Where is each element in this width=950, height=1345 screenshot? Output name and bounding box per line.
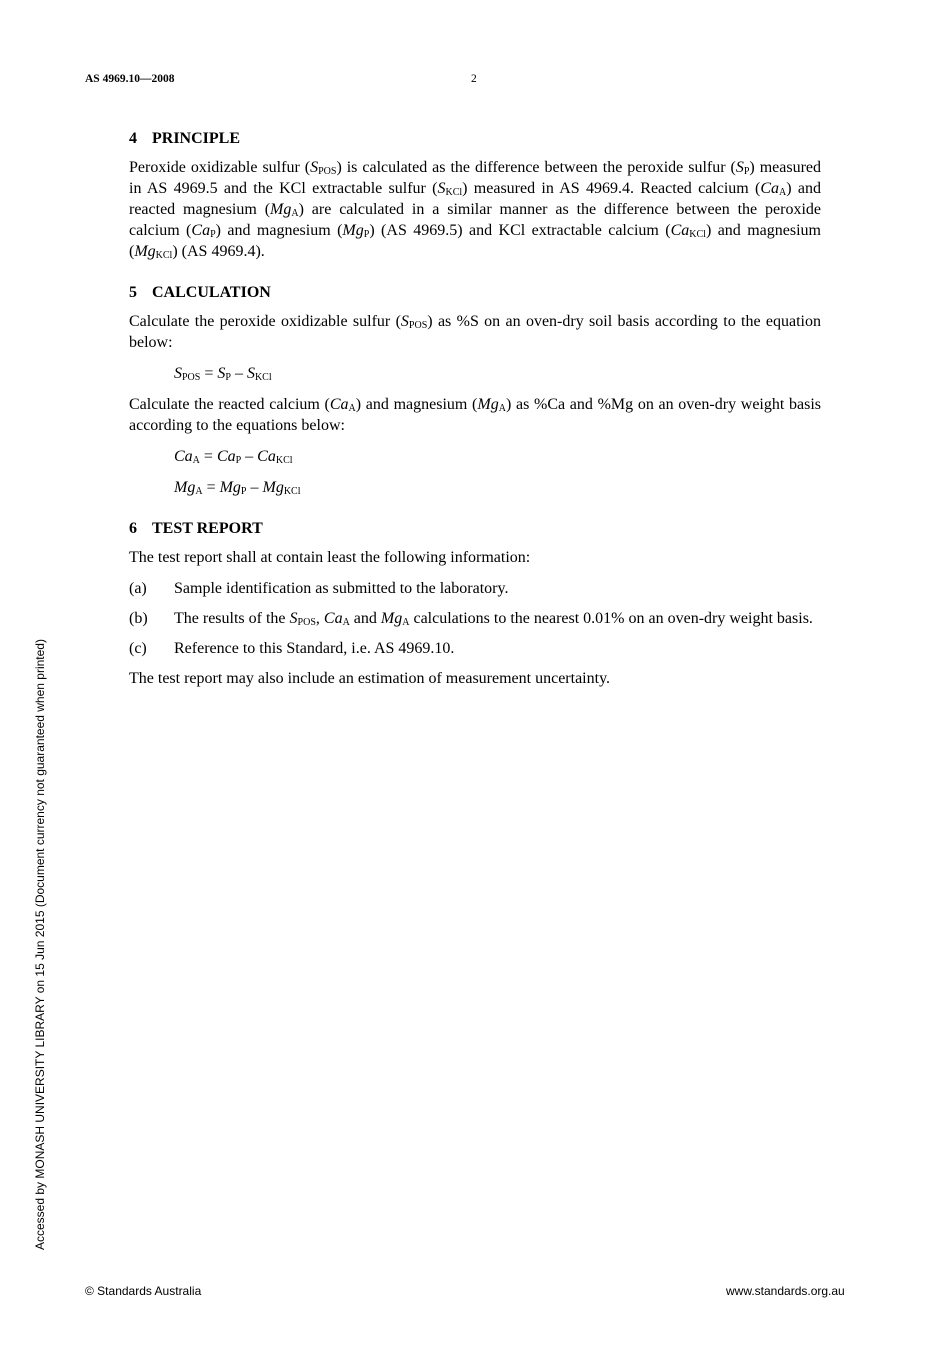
page-number: 2	[471, 73, 477, 85]
section-heading: 4 PRINCIPLE	[129, 130, 241, 147]
section-heading: 6 TEST REPORT	[129, 520, 263, 537]
report-intro: The test report shall at contain least the following information:	[129, 549, 531, 566]
report-outro: The test report may also include an estimation of measurement uncertainty.	[129, 670, 611, 687]
list-item: (a) Sample identification as submitted to the laboratory.	[129, 580, 509, 597]
calculation-paragraph: Calculate the peroxide oxidizable sulfur $(S_{POS})$ as %S on an oven-dry soil basis according to the equation below:	[129, 313, 821, 351]
section-principle	[129, 128, 821, 262]
section-calculation	[129, 282, 821, 498]
footer-website: www.standards.org.au	[726, 1284, 845, 1298]
equation-spos: $S_{POS} = S_P - S_{KCl}$	[174, 365, 272, 383]
equation-mg: $Mg_A = Mg_P - Mg_{KCl}$	[174, 479, 301, 497]
principle-paragraph: Peroxide oxidizable sulfur $(S_{POS})$ is calculated as the difference between the peroxide sulfur $(S_P)$ measured in AS 4969.5 and the KCl extractable sulfur $(S_{KCl})$ measured in AS 4969.4. Reacted calcium $(Ca_A)$ and reacted magnesium $(Mg_A)$ are calculated in a similar manner as the difference between the peroxide calcium $(Ca_P)$ and magnesium $(Mg_P)$ (AS 4969.5) and KCl extractable calcium $(Ca_{KCl})$ and magnesium $(Mg_{KCl})$ (AS 4969.4).	[129, 159, 822, 261]
access-watermark: Accessed by MONASH UNIVERSITY LIBRARY on 15 Jun 2015 (Document currency not guaranteed when printed)	[33, 639, 47, 1250]
list-item: (b) The results of the $S_{POS}$, $Ca_A$ and $Mg_A$ calculations to the nearest 0.01% on an oven-dry weight basis.	[129, 610, 813, 628]
section-test-report	[129, 518, 821, 689]
document-body	[129, 128, 821, 709]
calculation-paragraph: Calculate the reacted calcium $(Ca_A)$ and magnesium $(Mg_A)$ as %Ca and %Mg on an oven-dry weight basis according to the equations below:	[129, 396, 821, 434]
list-item: (c) Reference to this Standard, i.e. AS 4969.10.	[129, 640, 455, 657]
document-id: AS 4969.10—2008	[85, 73, 175, 85]
footer-copyright: © Standards Australia	[85, 1284, 202, 1298]
section-heading: 5 CALCULATION	[129, 284, 271, 301]
equation-ca: $Ca_A = Ca_P - Ca_{KCl}$	[174, 448, 293, 466]
